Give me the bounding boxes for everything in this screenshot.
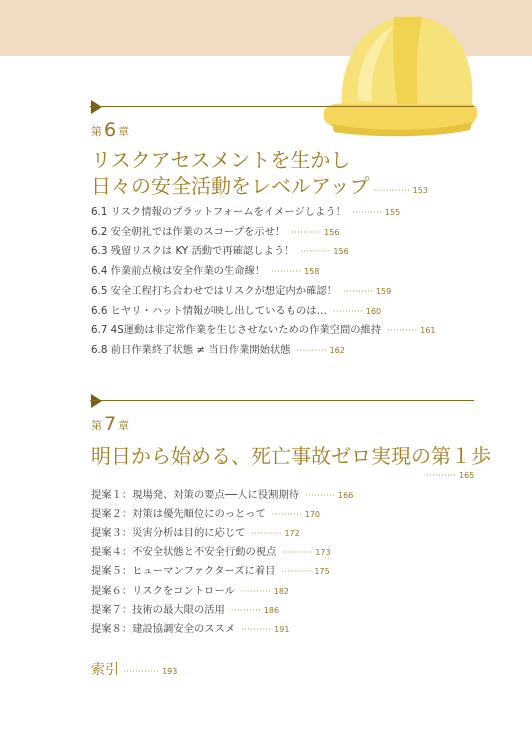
chapter7-title-page: 165 <box>458 471 475 480</box>
toc-entry[interactable] <box>91 601 279 616</box>
chapter6-title-page: 153 <box>412 186 428 195</box>
toc-entry[interactable] <box>91 321 435 336</box>
toc-entry-text: 6.2 安全朝礼では作業のスコープを示せ！ <box>91 225 286 238</box>
chapter7-number: 7 <box>104 413 117 435</box>
toc-entry-page: ·········· 166 <box>305 491 354 500</box>
toc-entry-text: 6.7 4S運動は非定常作業を生じさせないための作業空間の維持 <box>91 324 382 337</box>
chapter6-number: 6 <box>104 119 117 141</box>
toc-entry[interactable] <box>91 543 331 558</box>
chapter6-marker-icon <box>91 100 102 114</box>
toc-entry[interactable] <box>91 562 330 577</box>
chapter6-title[interactable]: リスクアセスメントを生かし 日々の安全活動をレベルアップ ············ 153 <box>91 148 428 198</box>
toc-entry-page: ·········· 159 <box>342 286 392 296</box>
toc-entry[interactable] <box>91 341 345 356</box>
toc-entry[interactable] <box>91 223 339 238</box>
chapter7-marker-icon <box>91 394 102 408</box>
chapter7-title-page-line: ·········· 165 <box>426 471 475 480</box>
toc-entry-text: 提案１：現場発、対策の要点──人に役割期待 <box>91 489 300 501</box>
toc-entry[interactable] <box>91 282 391 297</box>
toc-entry[interactable] <box>91 203 400 218</box>
toc-entry-text: 提案３：災害分析は目的に応じて <box>91 527 246 540</box>
toc-entry-page: ·········· 156 <box>300 247 349 257</box>
toc-entry-text: 6.1 リスク情報のプラットフォームをイメージしよう！ <box>91 206 346 218</box>
toc-entry-text: 提案６：リスクをコントロール <box>91 584 235 597</box>
chapter7-label: 第 7 章 <box>91 413 130 435</box>
chapter7-rule <box>90 400 474 401</box>
toc-entry-page: ·········· 191 <box>241 624 290 634</box>
chapter6-label: 第 6 章 <box>91 119 130 141</box>
toc-entry-page: ·········· 173 <box>282 548 331 558</box>
toc-entry[interactable] <box>91 486 353 501</box>
toc-entry-page: ·········· 162 <box>296 345 345 355</box>
toc-entry-page: ·········· 160 <box>332 306 382 316</box>
toc-entry-text: 6.8 前日作業終了状態 ≠ 当日作業開始状態 <box>91 343 291 356</box>
toc-entry[interactable] <box>91 242 349 257</box>
toc-entry-text: 提案４：不安全状態と不安全行動の視点 <box>91 546 277 559</box>
toc-entry-text: 6.6 ヒヤリ・ハット情報が映し出しているものは… <box>91 304 327 317</box>
toc-entry-text: 提案７：技術の最大限の活用 <box>91 603 225 616</box>
toc-entry[interactable] <box>91 302 381 317</box>
toc-entry-text: 6.5 安全工程打ち合わせではリスクが想定内か確認！ <box>91 284 337 297</box>
chapter6-rule <box>90 106 474 107</box>
toc-entry-page: ·········· 155 <box>351 208 401 217</box>
index-page: 193 <box>162 667 178 676</box>
toc-entry-page: ·········· 170 <box>271 510 321 520</box>
toc-entry-text: 6.3 残留リスクは KY 活動で再確認しよう！ <box>91 245 295 258</box>
toc-entry-text: 提案５：ヒューマンファクターズに着目 <box>91 565 276 578</box>
chapter7-title[interactable]: 明日から始める、死亡事故ゼロ実現の第１歩 <box>91 444 491 468</box>
toc-entry-page: ·········· 182 <box>240 586 290 596</box>
hard-hat-illustration <box>312 0 482 150</box>
toc-entry[interactable] <box>91 620 289 635</box>
toc-entry-page: ·········· 172 <box>251 529 300 539</box>
toc-entry-page: ·········· 175 <box>281 567 330 577</box>
index-entry[interactable]: 索引 ············ 193 <box>91 662 178 678</box>
toc-entry-page: ·········· 186 <box>230 605 280 615</box>
toc-entry-page: ·········· 158 <box>271 267 320 277</box>
toc-entry-text: 提案８：建設協調安全のススメ <box>91 622 236 635</box>
toc-entry[interactable] <box>91 582 289 597</box>
index-label: 索引 <box>91 662 119 678</box>
toc-entry-page: ·········· 161 <box>387 326 436 336</box>
toc-entry[interactable] <box>91 524 300 539</box>
toc-entry[interactable] <box>91 505 320 520</box>
toc-entry-page: ·········· 156 <box>291 227 340 237</box>
toc-entry-text: 提案２：対策は優先順位にのっとって <box>91 508 266 521</box>
toc-entry-text: 6.4 作業前点検は安全作業の生命線！ <box>91 265 266 278</box>
toc-entry[interactable] <box>91 262 319 277</box>
